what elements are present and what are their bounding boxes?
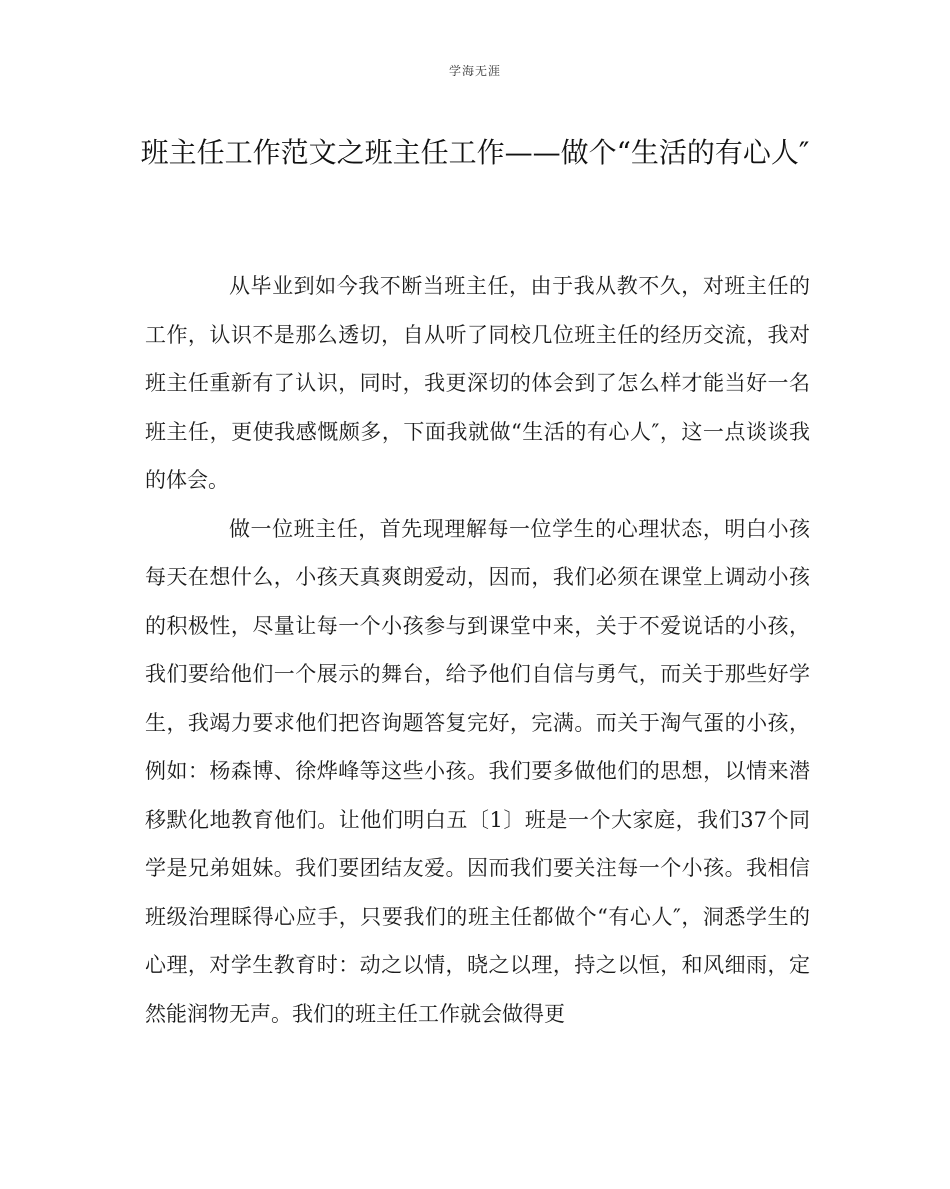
page-header: 学海无涯 [448, 64, 501, 78]
paragraph: 从毕业到如今我不断当班主任，由于我从教不久，对班主任的工作，认识不是那么透切，自从听了同校几位班主任的经历交流，我对班主任重新有了认识，同时，我更深切的体会到了怎么样才能当好一名班主任，更使我感慨颇多，下面我就做“生活的有心人″，这一点谈谈我的体会。 [145, 274, 810, 492]
document-body [145, 262, 810, 1038]
paragraph: 做一位班主任，首先现理解每一位学生的心理状态，明白小孩每天在想什么，小孩天真爽朗爱动，因而，我们必须在课堂上调动小孩的积极性，尽量让每一个小孩参与到课堂中来，关于不爱说话的小孩，我们要给他们一个展示的舞台，给予他们自信与勇气，而关于那些好学生，我竭力要求他们把咨询题答复完好，完满。而关于淘气蛋的小孩，例如：杨森博、徐烨峰等这些小孩。我们要多做他们的思想，以情来潜移默化地教育他们。让他们明白五〔1〕班是一个大家庭，我们37个同学是兄弟姐妹。我们要团结友爱。因而我们要关注每一个小孩。我相信班级治理睬得心应手，只要我们的班主任都做个“有心人″，洞悉学生的心理，对学生教育时：动之以情，晓之以理，持之以恒，和风细雨，定然能润物无声。我们的班主任工作就会做得更 [145, 516, 810, 1026]
document-title: 班主任工作范文之班主任工作——做个“生活的有心人″ [140, 136, 810, 169]
